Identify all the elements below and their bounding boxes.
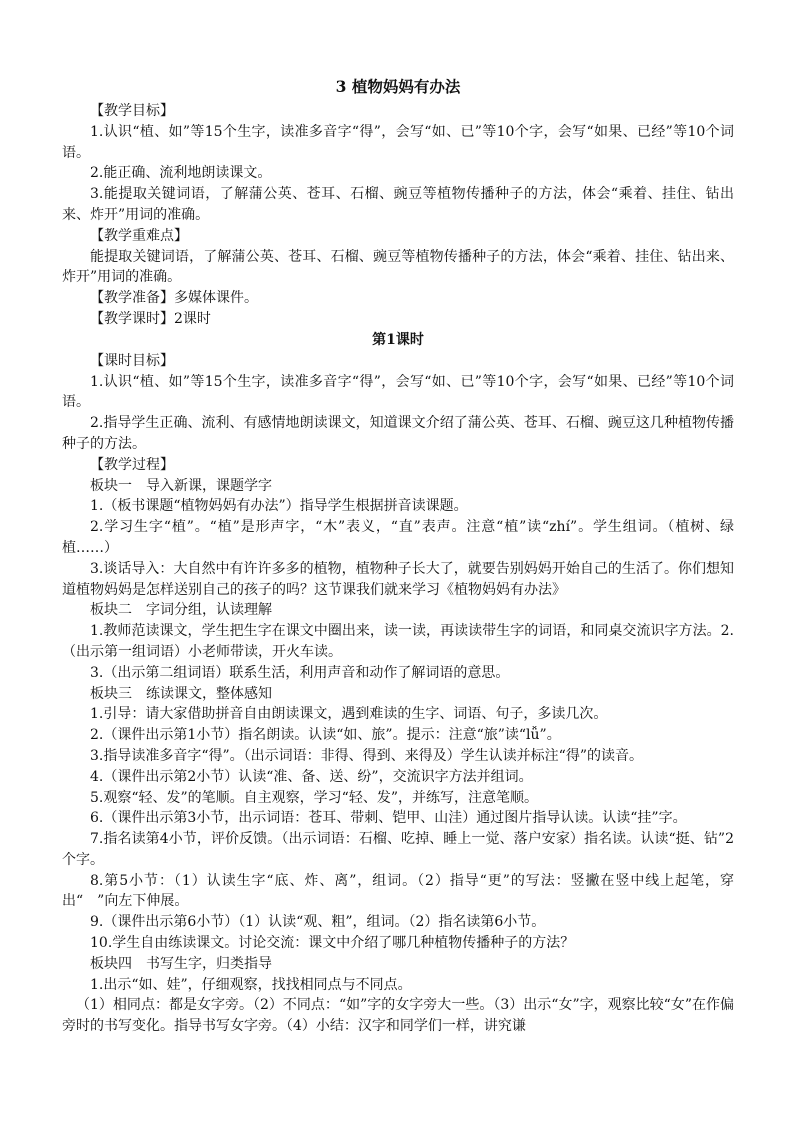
- paragraph: 8.第5小节：（1）认读生字“底、炸、离”，组词。（2）指导“更”的写法：竖撇在竖中线上起笔，穿出“ ”向左下伸展。: [62, 872, 734, 910]
- paragraph: 3.指导读准多音字“得”。（出示词语：非得、得到、来得及）学生认读并标注“得”的读音。: [90, 747, 643, 764]
- objectives-section: [62, 101, 734, 330]
- paragraph: 3.谈话导入：大自然中有许许多多的植物，植物种子长大了，就要告别妈妈开始自己的生活了。你们想知道植物妈妈是怎样送别自己的孩子的吗？这节课我们就来学习《植物妈妈有办法》: [62, 560, 734, 598]
- paragraph: 2.能正确、流利地朗读课文。: [90, 165, 272, 182]
- paragraph: 1.认识“植、如”等15个生字，读准多音字“得”，会写“如、已”等10个字，会写“如果、已经”等10个词语。: [62, 373, 734, 411]
- paragraph: 【教学重难点】: [90, 227, 188, 244]
- paragraph: 【教学课时】2课时: [90, 310, 211, 327]
- paragraph: 1.教师范读课文，学生把生字在课文中圈出来，读一读，再读读带生字的词语，和同桌交流识字方法。2.（出示第一组词语）小老师带读，开火车读。: [62, 623, 734, 660]
- paragraph: 3.能提取关键词语，了解蒲公英、苍耳、石榴、豌豆等植物传播种子的方法，体会“乘着、挂住、钻出来、炸开”用词的准确。: [62, 186, 734, 223]
- paragraph: 能提取关键词语，了解蒲公英、苍耳、石榴、豌豆等植物传播种子的方法，体会“乘着、挂住、钻出来、炸开”用词的准确。: [62, 248, 734, 286]
- paragraph: 1.出示“如、娃”，仔细观察，找找相同点与不同点。: [90, 976, 412, 993]
- paragraph: 5.观察“轻、发”的笔顺。自主观察，学习“轻、发”，并练写，注意笔顺。: [90, 789, 538, 806]
- document-title: 3 植物妈妈有办法: [335, 77, 461, 96]
- lesson-section: [62, 351, 734, 1037]
- paragraph: 9.（课件出示第6小节）（1）认读“观、粗”，组词。（2）指名读第6小节。: [90, 914, 546, 931]
- lesson-heading: 第1课时: [372, 331, 424, 348]
- paragraph: 1.引导：请大家借助拼音自由朗读课文，遇到难读的生字、词语、句子，多读几次。: [90, 706, 608, 723]
- paragraph: 2.学习生字“植”。“植”是形声字，“木”表义，“直”表声。注意“植”读“zhí”。学生组词。（植树、绿植……）: [62, 519, 734, 556]
- paragraph: 【课时目标】: [90, 352, 174, 369]
- paragraph: 4.（课件出示第2小节）认读“准、备、送、纷”，交流识字方法并组词。: [90, 768, 533, 785]
- paragraph: 6.（课件出示第3小节，出示词语：苍耳、带刺、铠甲、山洼）通过图片指导认读。认读“挂”字。: [90, 810, 687, 827]
- paragraph: 板块三 练读课文，整体感知: [90, 685, 272, 702]
- paragraph: 1.认识“植、如”等15个生字，读准多音字“得”，会写“如、已”等10个字，会写“如果、已经”等10个词语。: [62, 123, 734, 161]
- paragraph: 【教学过程】: [90, 456, 174, 473]
- paragraph: 2.（课件出示第1小节）指名朗读。认读“如、旅”。提示：注意“旅”读“lǚ”。: [90, 727, 561, 744]
- paragraph: 3.（出示第二组词语）联系生活，利用声音和动作了解词语的意思。: [90, 664, 510, 681]
- paragraph: 2.指导学生正确、流利、有感情地朗读课文，知道课文介绍了蒲公英、苍耳、石榴、豌豆这几种植物传播种子的方法。: [62, 415, 734, 452]
- paragraph: 【教学准备】多媒体课件。: [90, 290, 258, 307]
- paragraph: 板块一 导入新课，课题学字: [90, 477, 272, 494]
- paragraph: 板块二 字词分组，认读理解: [90, 602, 272, 619]
- paragraph: 7.指名读第4小节，评价反馈。（出示词语：石榴、吃掉、睡上一觉、落户安家）指名读。认读“挺、钻”2个字。: [62, 831, 734, 868]
- paragraph: 1.（板书课题“植物妈妈有办法”）指导学生根据拼音读课题。: [90, 498, 468, 515]
- document-body: [62, 74, 734, 1037]
- paragraph: 10.学生自由练读课文。讨论交流：课文中介绍了哪几种植物传播种子的方法？: [90, 935, 575, 952]
- paragraph: 【教学目标】: [90, 103, 174, 119]
- paragraph: （1）相同点：都是女字旁。（2）不同点：“如”字的女字旁大一些。（3）出示“女”字，观察比较“女”在作偏旁时的书写变化。指导书写女字旁。（4）小结：汉字和同学们一样，讲究谦: [62, 997, 734, 1035]
- paragraph: 板块四 书写生字，归类指导: [90, 955, 272, 972]
